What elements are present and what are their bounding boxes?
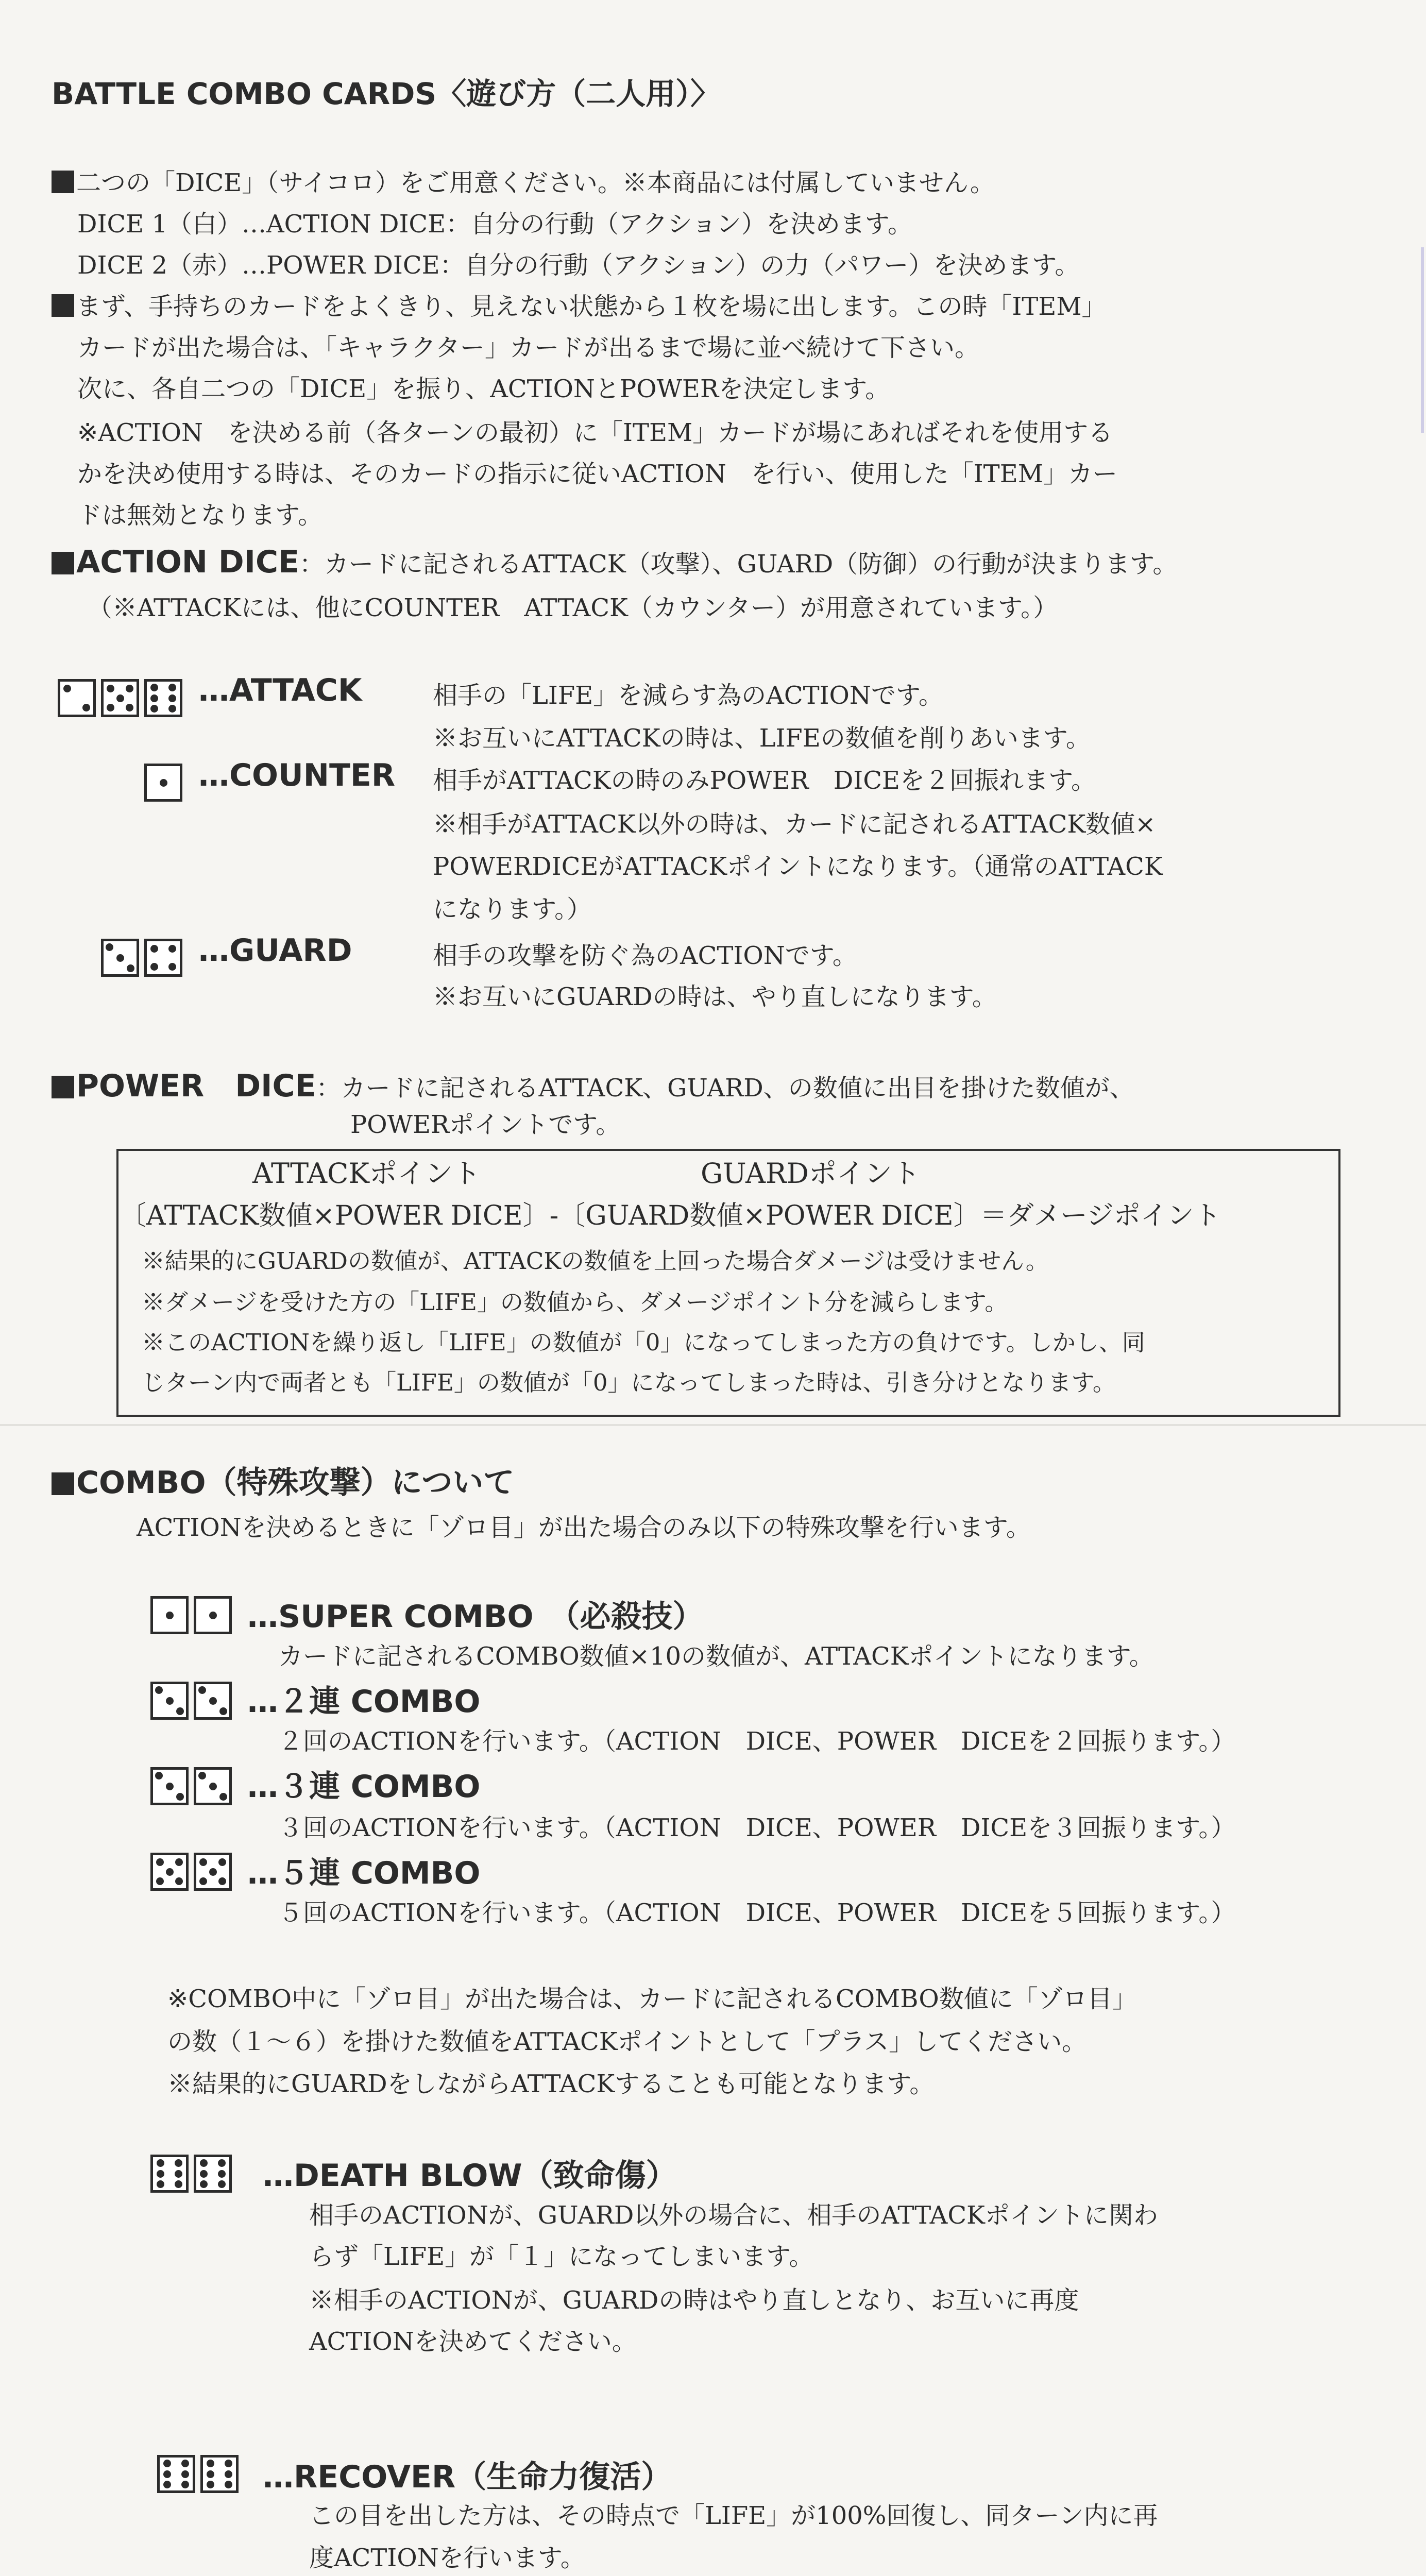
die-pip <box>199 1858 207 1866</box>
die-pip <box>168 705 176 713</box>
recover-desc: この目を出した方は、その時点で「LIFE」が100%回復し、同ターン内に再 <box>309 2501 1158 2530</box>
power-dice-heading-row <box>52 1061 1134 1109</box>
guard-desc: ※お互いにGUARDの時は、やり直しになります。 <box>433 982 997 1011</box>
die-pip <box>207 2460 214 2467</box>
combo5-desc: ５回のACTIONを行います。（ACTION DICE、POWER DICEを５回振ります。） <box>278 1899 1236 1927</box>
die-face-1-icon <box>144 764 182 802</box>
die-pip <box>166 1612 174 1619</box>
die-pip <box>127 964 134 972</box>
die-pip <box>200 2180 208 2188</box>
die-pip <box>116 694 124 702</box>
die-pip <box>209 1868 217 1876</box>
die-pip <box>166 1783 174 1790</box>
die-pip <box>209 1697 217 1705</box>
die-pip <box>156 1877 164 1885</box>
die-pip <box>225 2470 232 2478</box>
bullet-square-icon <box>52 1472 74 1495</box>
die-pip <box>155 1772 163 1780</box>
death-blow-desc: 相手のACTIONが、GUARD以外の場合に、相手のATTACKポイントに関わ <box>309 2201 1158 2230</box>
formula-note: ※ダメージを受けた方の「LIFE」の数値から、ダメージポイント分を減らします。 <box>142 1289 1008 1316</box>
combo2-label: …２連 COMBO <box>247 1684 481 1720</box>
die-pip <box>200 2159 208 2167</box>
counter-label: …COUNTER <box>198 757 396 793</box>
die-pip <box>181 2470 189 2478</box>
die-pip <box>207 2481 214 2488</box>
action-dice-heading: ACTION DICE <box>76 544 299 580</box>
die-face-5-icon <box>194 1853 232 1891</box>
recover-desc: 度ACTIONを行います。 <box>309 2544 585 2572</box>
die-face-5-icon <box>101 679 139 717</box>
die-pip <box>160 779 167 787</box>
intro-line: カードが出た場合は、「キャラクター」カードが出るまで場に並べ続けて下さい。 <box>77 333 980 362</box>
intro-text: 二つの「DICE」（サイコロ）をご用意ください。※本商品には付属していません。 <box>76 168 995 197</box>
die-face-2-icon <box>58 679 96 717</box>
die-pip <box>63 685 71 692</box>
intro-line <box>52 162 995 204</box>
intro-line: ドは無効となります。 <box>77 501 323 530</box>
die-face-6-icon <box>144 679 182 717</box>
intro-line: DICE 1（白）…ACTION DICE：自分の行動（アクション）を決めます。 <box>77 210 912 239</box>
die-pip <box>218 1877 226 1885</box>
die-pip <box>176 1707 184 1715</box>
die-face-5-icon <box>150 1853 189 1891</box>
die-pip <box>116 954 124 962</box>
counter-desc: ※相手がATTACK以外の時は、カードに記されるATTACK数値× <box>433 810 1156 839</box>
die-pip <box>150 684 158 691</box>
bullet-square-icon <box>52 1076 74 1098</box>
counter-desc: POWERDICEがATTACKポイントになります。（通常のATTACK <box>433 852 1163 881</box>
bullet-square-icon <box>52 171 74 193</box>
edge-mark <box>1421 247 1424 433</box>
die-pip <box>163 2481 171 2488</box>
action-dice-note: （※ATTACKには、他にCOUNTER ATTACK（カウンター）が用意されています。） <box>88 594 1058 622</box>
die-pip <box>176 1793 184 1801</box>
die-pip <box>155 1686 163 1694</box>
die-pip <box>168 963 176 971</box>
action-dice-text: ：カードに記されるATTACK（攻撃）、GUARD（防御）の行動が決まります。 <box>299 550 1178 579</box>
formula-note: じターン内で両者とも「LIFE」の数値が「0」になってしまった時は、引き分けとなります。 <box>142 1369 1116 1396</box>
die-pip <box>157 2180 164 2188</box>
die-pip <box>156 1858 164 1866</box>
attack-desc: ※お互いにATTACKの時は、LIFEの数値を削りあいます。 <box>433 724 1091 753</box>
attack-points-label: ATTACKポイント <box>252 1157 481 1190</box>
combo-note: の数（１～６）を掛けた数値をATTACKポイントとして「プラス」してください。 <box>167 2027 1087 2056</box>
die-pip <box>150 705 158 713</box>
die-face-3-icon <box>194 1682 232 1720</box>
die-pip <box>107 704 114 711</box>
death-blow-desc: ACTIONを決めてください。 <box>309 2327 637 2356</box>
attack-label: …ATTACK <box>198 672 362 708</box>
die-pip <box>200 2170 208 2178</box>
intro-line: ※ACTION を決める前（各ターンの最初）に「ITEM」カードが場にあればそれを使用する <box>77 418 1113 447</box>
formula-note: ※このACTIONを繰り返し「LIFE」の数値が「0」になってしまった方の負けです。しかし、同 <box>142 1329 1145 1356</box>
die-pip <box>218 2159 226 2167</box>
die-pip <box>126 685 133 692</box>
power-dice-text2: POWERポイントです。 <box>350 1110 621 1139</box>
die-pip <box>198 1686 206 1694</box>
combo5-label: …５連 COMBO <box>247 1855 481 1891</box>
power-dice-text: ：カードに記されるATTACK、GUARD、の数値に出目を掛けた数値が、 <box>316 1074 1134 1103</box>
die-face-6-icon <box>157 2455 195 2493</box>
combo-note: ※結果的にGUARDをしながらATTACKすることも可能となります。 <box>167 2070 935 2098</box>
bullet-square-icon <box>52 552 74 574</box>
die-pip <box>168 684 176 691</box>
intro-line: 次に、各自二つの「DICE」を振り、ACTIONとPOWERを決定します。 <box>77 375 890 403</box>
die-pip <box>175 1858 183 1866</box>
die-face-6-icon <box>150 2155 189 2193</box>
combo3-label: …３連 COMBO <box>247 1769 481 1805</box>
death-blow-desc: らず「LIFE」が「１」になってしまいます。 <box>309 2242 814 2271</box>
die-face-6-icon <box>200 2455 239 2493</box>
die-pip <box>207 2470 214 2478</box>
die-pip <box>209 1783 217 1790</box>
die-pip <box>163 2470 171 2478</box>
die-pip <box>126 704 133 711</box>
damage-formula: 〔ATTACK数値×POWER DICE〕-〔GUARD数値×POWER DICE〕＝ダメージポイント <box>120 1200 1221 1231</box>
die-pip <box>175 1877 183 1885</box>
die-pip <box>181 2481 189 2488</box>
intro-line <box>52 286 1107 327</box>
formula-note: ※結果的にGUARDの数値が、ATTACKの数値を上回った場合ダメージは受けません。 <box>142 1247 1049 1275</box>
die-pip <box>107 685 114 692</box>
die-face-6-icon <box>194 2155 232 2193</box>
die-pip <box>150 694 158 702</box>
combo3-desc: ３回のACTIONを行います。（ACTION DICE、POWER DICEを３回振ります。） <box>278 1814 1236 1842</box>
recover-label: …RECOVER（生命力復活） <box>263 2459 672 2495</box>
super-combo-desc: カードに記されるCOMBO数値×10の数値が、ATTACKポイントになります。 <box>278 1642 1154 1671</box>
die-pip <box>209 1612 217 1619</box>
die-pip <box>82 704 90 711</box>
die-pip <box>219 1793 227 1801</box>
combo-note: ※COMBO中に「ゾロ目」が出た場合は、カードに記されるCOMBO数値に「ゾロ目」 <box>167 1985 1137 2013</box>
die-pip <box>157 2170 164 2178</box>
die-pip <box>175 2170 182 2178</box>
die-pip <box>163 2460 171 2467</box>
page-title: BATTLE COMBO CARDS〈遊び方（二人用）〉 <box>52 76 721 111</box>
death-blow-desc: ※相手のACTIONが、GUARDの時はやり直しとなり、お互いに再度 <box>309 2286 1079 2315</box>
die-pip <box>219 1707 227 1715</box>
die-pip <box>225 2481 232 2488</box>
combo2-desc: ２回のACTIONを行います。（ACTION DICE、POWER DICEを２回振ります。） <box>278 1727 1236 1756</box>
page-fold-divider <box>0 1424 1426 1426</box>
die-face-1-icon <box>150 1596 189 1634</box>
guard-label: …GUARD <box>198 933 352 969</box>
combo-intro: ACTIONを決めるときに「ゾロ目」が出た場合のみ以下の特殊攻撃を行います。 <box>137 1513 1031 1542</box>
intro-text: まず、手持ちのカードをよくきり、見えない状態から１枚を場に出します。この時「ITEM」 <box>76 292 1107 321</box>
die-face-3-icon <box>194 1767 232 1805</box>
die-pip <box>106 943 113 951</box>
die-face-4-icon <box>144 939 182 977</box>
super-combo-label: …SUPER COMBO （必殺技） <box>247 1599 704 1635</box>
die-pip <box>150 963 158 971</box>
intro-line: DICE 2（赤）…POWER DICE：自分の行動（アクション）の力（パワー）を決めます。 <box>77 251 1080 280</box>
die-pip <box>225 2460 232 2467</box>
action-dice-heading-row <box>52 544 1177 585</box>
guard-points-label: GUARDポイント <box>701 1157 920 1190</box>
die-face-1-icon <box>194 1596 232 1634</box>
die-pip <box>168 945 176 953</box>
combo-heading-row <box>52 1458 514 1502</box>
power-dice-heading: POWER DICE <box>76 1068 316 1104</box>
combo-heading: COMBO（特殊攻撃）について <box>76 1465 515 1501</box>
die-face-3-icon <box>150 1682 189 1720</box>
attack-desc: 相手の「LIFE」を減らす為のACTIONです。 <box>433 681 944 710</box>
die-pip <box>168 694 176 702</box>
guard-desc: 相手の攻撃を防ぐ為のACTIONです。 <box>433 941 857 970</box>
die-pip <box>218 2170 226 2178</box>
die-pip <box>175 2159 182 2167</box>
die-pip <box>157 2159 164 2167</box>
die-pip <box>175 2180 182 2188</box>
bullet-square-icon <box>52 294 74 317</box>
die-pip <box>199 1877 207 1885</box>
die-pip <box>166 1868 174 1876</box>
die-pip <box>218 1858 226 1866</box>
die-pip <box>218 2180 226 2188</box>
counter-desc: 相手がATTACKの時のみPOWER DICEを２回振れます。 <box>433 766 1096 795</box>
die-face-3-icon <box>101 939 139 977</box>
death-blow-label: …DEATH BLOW（致命傷） <box>263 2158 677 2194</box>
counter-desc: になります。） <box>433 895 592 924</box>
die-pip <box>198 1772 206 1780</box>
die-pip <box>181 2460 189 2467</box>
die-pip <box>166 1697 174 1705</box>
die-face-3-icon <box>150 1767 189 1805</box>
die-pip <box>150 945 158 953</box>
intro-line: かを決め使用する時は、そのカードの指示に従いACTION を行い、使用した「ITEM」カー <box>77 460 1117 488</box>
